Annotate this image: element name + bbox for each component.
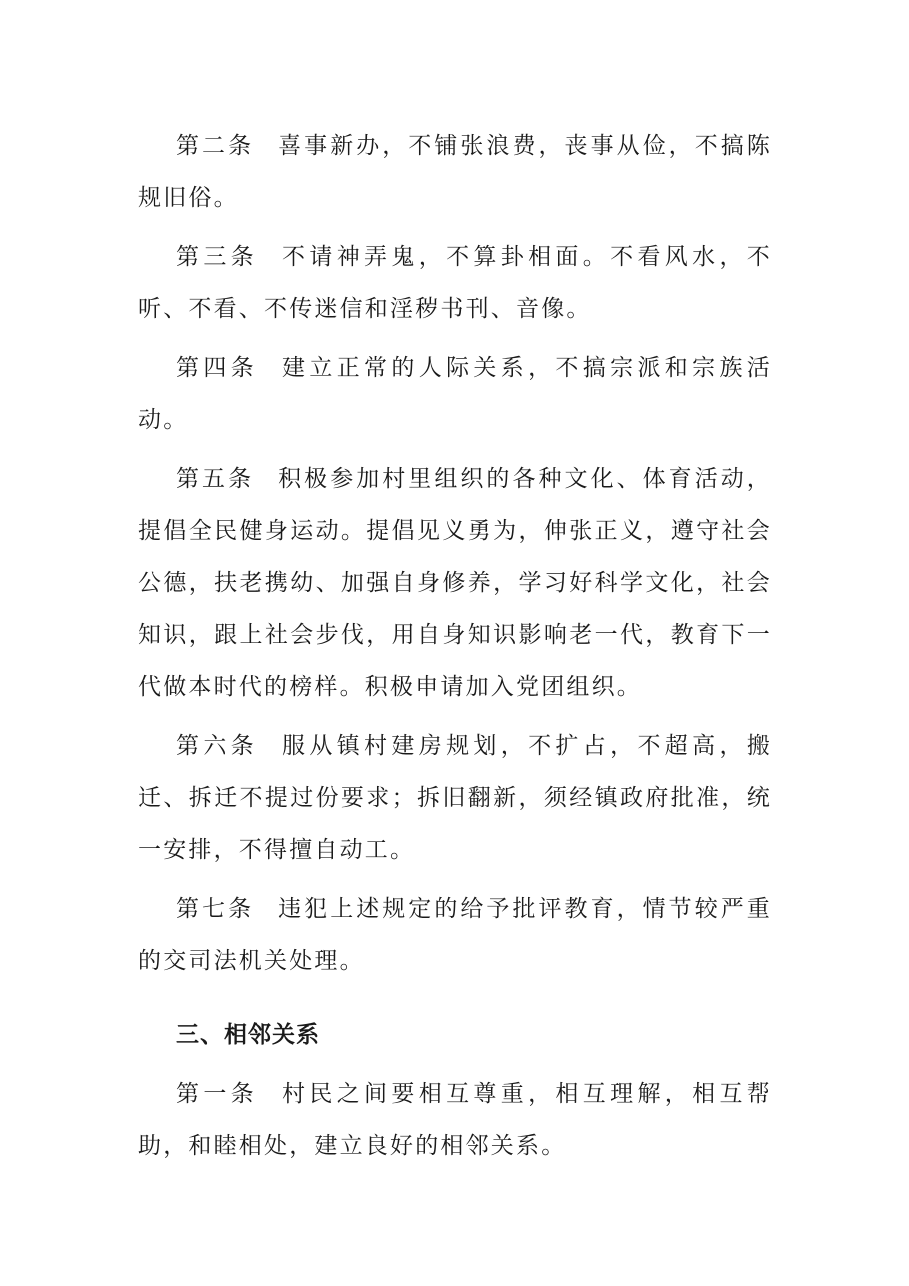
article-text: 服从镇村建房规划，不扩占，不超高，搬迁、拆迁不提过份要求；拆旧翻新，须经镇政府批准，统一安排，不得擅自动工。 <box>138 733 772 863</box>
article-text: 违犯上述规定的给予批评教育，情节较严重的交司法机关处理。 <box>138 896 772 974</box>
article-4 <box>138 342 772 446</box>
article-5 <box>138 453 772 713</box>
article-label: 第七条 <box>176 896 255 922</box>
article-6 <box>138 720 772 876</box>
article-text: 建立正常的人际关系，不搞宗派和宗族活动。 <box>138 355 772 433</box>
article-text: 喜事新办，不铺张浪费，丧事从俭，不搞陈规旧俗。 <box>138 133 772 211</box>
article-3 <box>138 231 772 335</box>
article-2 <box>138 120 772 224</box>
article-label: 第二条 <box>176 133 255 159</box>
article-label: 第三条 <box>176 244 259 270</box>
article-text: 不请神弄鬼，不算卦相面。不看风水，不听、不看、不传迷信和淫秽书刊、音像。 <box>138 244 772 322</box>
article-label: 第四条 <box>176 355 259 381</box>
article-label: 第五条 <box>176 466 255 492</box>
article-text: 村民之间要相互尊重，相互理解，相互帮助，和睦相处，建立良好的相邻关系。 <box>138 1081 772 1159</box>
section3-article-1 <box>138 1068 772 1172</box>
article-7 <box>138 883 772 987</box>
document-body <box>138 120 772 1179</box>
article-label: 第六条 <box>176 733 259 759</box>
section-heading: 三、相邻关系 <box>176 1022 320 1048</box>
article-label: 第一条 <box>176 1081 259 1107</box>
article-text: 积极参加村里组织的各种文化、体育活动，提倡全民健身运动。提倡见义勇为，伸张正义，遵守社会公德，扶老携幼、加强自身修养，学习好科学文化，社会知识，跟上社会步伐，用自身知识影响老一代，教育下一代做本时代的榜样。积极申请加入党团组织。 <box>138 466 772 700</box>
